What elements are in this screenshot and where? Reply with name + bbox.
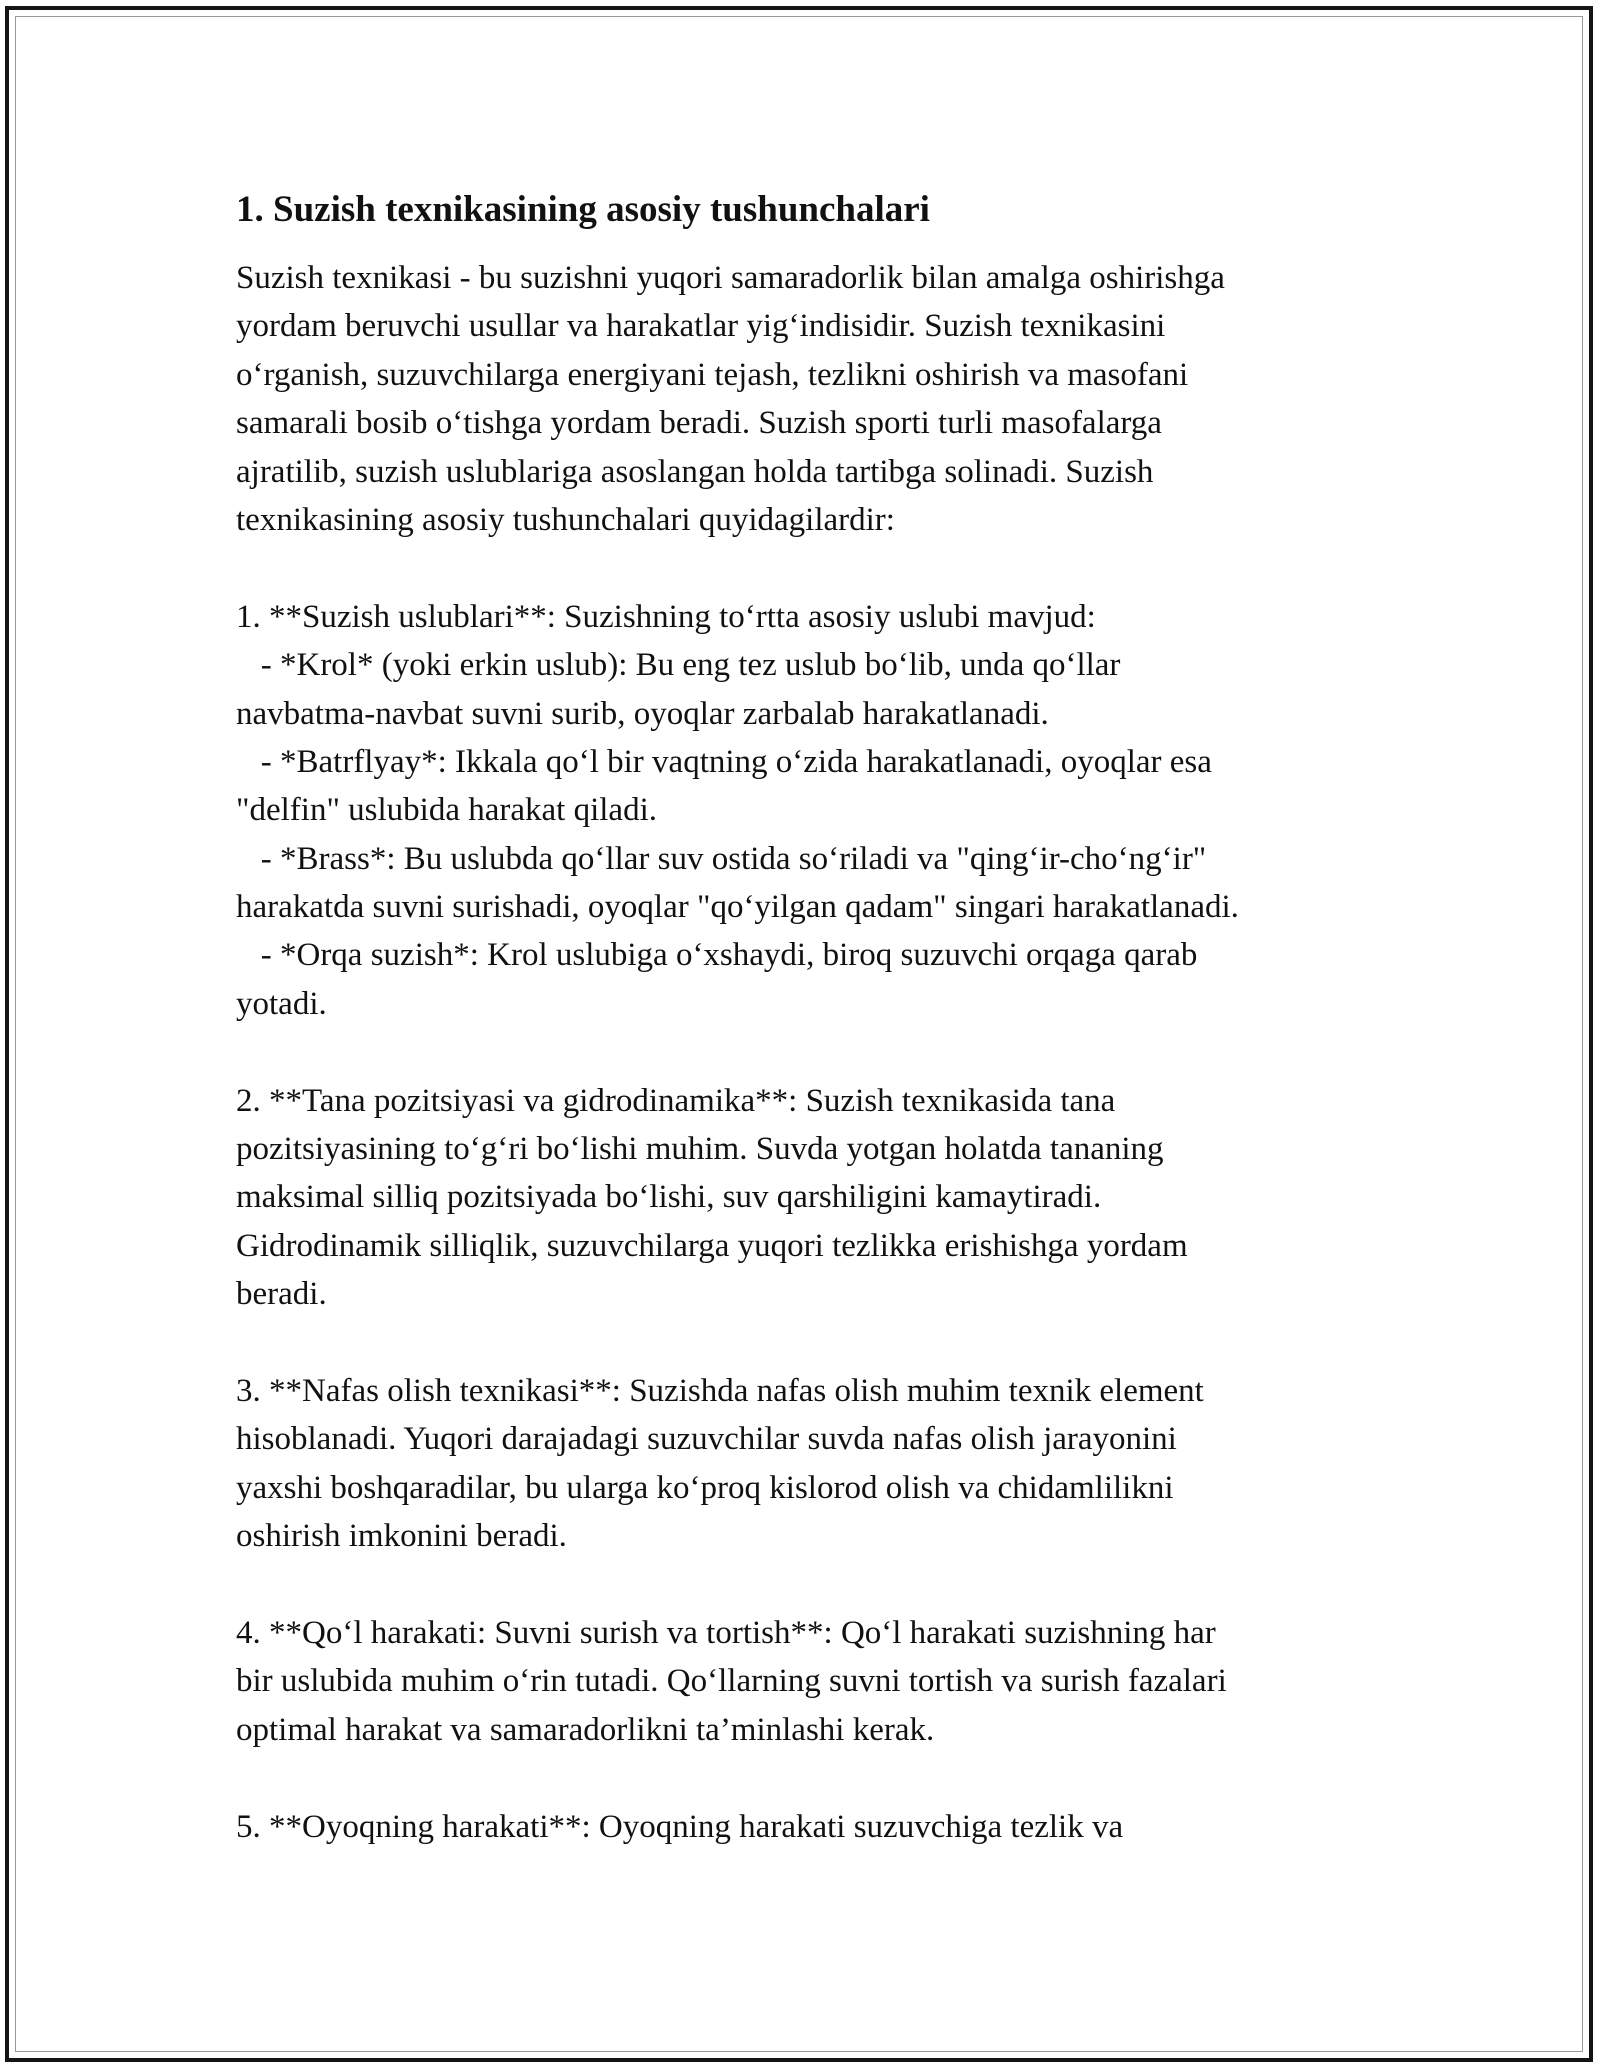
text-line: hisoblanadi. Yuqori darajadagi suzuvchilar suvda nafas olish jarayonini — [236, 1421, 1177, 1458]
text-line: beradi. — [236, 1276, 327, 1313]
text-line: texnikasining asosiy tushunchalari quyidagilardir: — [236, 501, 895, 538]
text-line: "delfin" uslubida harakat qiladi. — [236, 792, 657, 829]
text-line: Gidrodinamik silliqlik, suzuvchilarga yuqori tezlikka erishishga yordam — [236, 1227, 1188, 1264]
text-line: harakatda suvni surishadi, oyoqlar "qo‘yilgan qadam" singari harakatlanadi. — [236, 889, 1239, 926]
text-line: 2. **Tana pozitsiyasi va gidrodinamika**: Suzish texnikasida tana — [236, 1082, 1116, 1119]
blank-line — [236, 1561, 1366, 1609]
text-line: yotadi. — [236, 985, 327, 1022]
text-line: ajratilib, suzish uslublariga asoslangan holda tartibga solinadi. Suzish — [236, 453, 1154, 490]
text-line: samarali bosib o‘tishga yordam beradi. Suzish sporti turli masofalarga — [236, 405, 1162, 442]
text-line: yaxshi boshqaradilar, bu ularga ko‘proq kislorod olish va chidamlilikni — [236, 1469, 1174, 1506]
text-line: oshirish imkonini beradi. — [236, 1518, 567, 1555]
text-line: yordam beruvchi usullar va harakatlar yig‘indisidir. Suzish texnikasini — [236, 308, 1166, 345]
text-line: - *Krol* (yoki erkin uslub): Bu eng tez uslub bo‘lib, unda qo‘llar — [236, 647, 1121, 684]
blank-line — [236, 1028, 1366, 1076]
text-line: pozitsiyasining to‘g‘ri bo‘lishi muhim. Suvda yotgan holatda tananing — [236, 1131, 1164, 1168]
paragraph-lines — [236, 254, 1366, 1851]
document-body — [236, 186, 1366, 1851]
text-line: - *Orqa suzish*: Krol uslubiga o‘xshaydi, biroq suzuvchi orqaga qarab — [236, 937, 1198, 974]
blank-line — [236, 1754, 1366, 1802]
text-line: 1. **Suzish uslublari**: Suzishning to‘rtta asosiy uslubi mavjud: — [236, 598, 1096, 635]
text-line: 5. **Oyoqning harakati**: Oyoqning harakati suzuvchiga tezlik va — [236, 1808, 1124, 1845]
text-line: 4. **Qo‘l harakati: Suvni surish va tortish**: Qo‘l harakati suzishning har — [236, 1614, 1216, 1651]
text-line: o‘rganish, suzuvchilarga energiyani tejash, tezlikni oshirish va masofani — [236, 356, 1189, 393]
section-heading: 1. Suzish texnikasining asosiy tushunchalari — [236, 189, 930, 230]
text-line: - *Batrflyay*: Ikkala qo‘l bir vaqtning o‘zida harakatlanadi, oyoqlar esa — [236, 743, 1212, 780]
blank-line — [236, 1319, 1366, 1367]
blank-line — [236, 544, 1366, 592]
text-line: - *Brass*: Bu uslubda qo‘llar suv ostida so‘riladi va "qing‘ir-cho‘ng‘ir" — [236, 840, 1207, 877]
text-line: 3. **Nafas olish texnikasi**: Suzishda nafas olish muhim texnik element — [236, 1372, 1204, 1409]
text-line: bir uslubida muhim o‘rin tutadi. Qo‘llarning suvni tortish va surish fazalari — [236, 1663, 1227, 1700]
text-line: maksimal silliq pozitsiyada bo‘lishi, suv qarshiligini kamaytiradi. — [236, 1179, 1102, 1216]
text-line: navbatma-navbat suvni surib, oyoqlar zarbalab harakatlanadi. — [236, 695, 1049, 732]
text-line: Suzish texnikasi - bu suzishni yuqori samaradorlik bilan amalga oshirishga — [236, 260, 1225, 296]
text-line: optimal harakat va samaradorlikni ta’minlashi kerak. — [236, 1711, 935, 1748]
